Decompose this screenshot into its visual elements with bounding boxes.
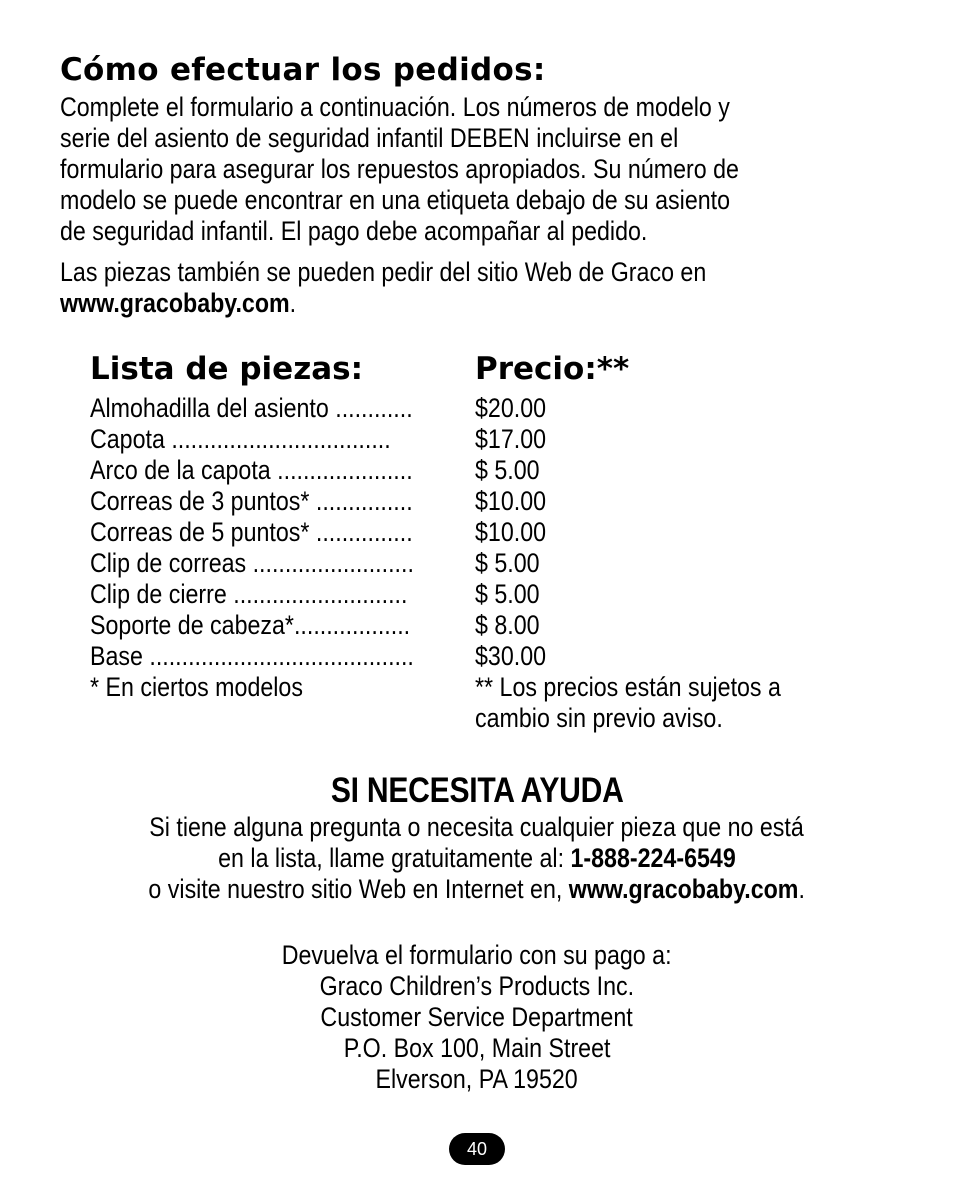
- instructions-line: modelo se puede encontrar en una etiqueta debajo de su asiento: [60, 185, 731, 215]
- page-number: 40: [449, 1133, 505, 1165]
- parts-notes: [90, 672, 890, 734]
- part-name: Soporte de cabeza*..................: [90, 610, 411, 640]
- instructions-line: de seguridad infantil. El pago debe acompañar al pedido.: [60, 216, 648, 246]
- mailing-address: [0, 940, 954, 1095]
- help-line: Si tiene alguna pregunta o necesita cualquier pieza que no está: [149, 812, 805, 842]
- part-row: [90, 455, 890, 486]
- period: .: [798, 874, 806, 904]
- period: .: [289, 288, 297, 318]
- part-price: $30.00: [475, 641, 547, 671]
- online-order-note: [60, 257, 880, 319]
- parts-list: [90, 345, 890, 734]
- address-line: Devuelva el formulario con su pago a:: [282, 940, 672, 970]
- parts-column-header: Lista de piezas:: [90, 351, 364, 387]
- order-section: [60, 52, 880, 319]
- models-footnote: * En ciertos modelos: [90, 672, 303, 702]
- part-price: $20.00: [475, 393, 547, 423]
- help-title: SI NECESITA AYUDA: [330, 771, 624, 810]
- part-name: Arco de la capota .....................: [90, 455, 413, 485]
- parts-header: [90, 345, 890, 393]
- instructions-line: serie del asiento de seguridad infantil DEBEN incluirse en el: [60, 123, 679, 153]
- part-price: $17.00: [475, 424, 547, 454]
- part-row: [90, 393, 890, 424]
- part-name: Clip de correas .........................: [90, 548, 414, 578]
- phone-number[interactable]: 1-888-224-6549: [570, 843, 736, 873]
- address-line: Customer Service Department: [320, 1002, 634, 1032]
- part-price: $10.00: [475, 486, 547, 516]
- website-link[interactable]: www.gracobaby.com: [569, 874, 799, 904]
- website-link[interactable]: www.gracobaby.com: [60, 288, 290, 318]
- part-row: [90, 548, 890, 579]
- part-price: $ 5.00: [475, 579, 540, 609]
- part-row: [90, 610, 890, 641]
- online-order-line: Las piezas también se pueden pedir del sitio Web de Graco en: [60, 257, 707, 287]
- address-line: Graco Children’s Products Inc.: [319, 971, 635, 1001]
- price-column-header: Precio:**: [475, 351, 630, 387]
- help-section: [0, 770, 954, 905]
- part-price: $10.00: [475, 517, 547, 547]
- order-heading: Cómo efectuar los pedidos:: [60, 52, 546, 88]
- part-name: Clip de cierre ...........................: [90, 579, 408, 609]
- part-row: [90, 424, 890, 455]
- part-row: [90, 641, 890, 672]
- part-name: Correas de 5 puntos* ...............: [90, 517, 413, 547]
- part-price: $ 5.00: [475, 455, 540, 485]
- address-line: Elverson, PA 19520: [375, 1064, 579, 1094]
- prices-footnote-line: ** Los precios están sujetos a: [475, 672, 781, 702]
- part-name: Base .........................................: [90, 641, 414, 671]
- part-price: $ 5.00: [475, 548, 540, 578]
- part-row: [90, 517, 890, 548]
- part-price: $ 8.00: [475, 610, 540, 640]
- part-name: Almohadilla del asiento ............: [90, 393, 413, 423]
- instructions-line: formulario para asegurar los repuestos apropiados. Su número de: [60, 154, 739, 184]
- help-line: en la lista, llame gratuitamente al:: [218, 843, 571, 873]
- instructions-line: Complete el formulario a continuación. Los números de modelo y: [60, 92, 730, 122]
- part-row: [90, 579, 890, 610]
- part-name: Correas de 3 puntos* ...............: [90, 486, 413, 516]
- part-name: Capota ..................................: [90, 424, 391, 454]
- part-row: [90, 486, 890, 517]
- order-instructions: [60, 92, 880, 247]
- help-line: o visite nuestro sitio Web en Internet en,: [148, 874, 570, 904]
- parts-rows: [90, 393, 890, 672]
- prices-footnote-line: cambio sin previo aviso.: [475, 703, 723, 733]
- address-line: P.O. Box 100, Main Street: [343, 1033, 611, 1063]
